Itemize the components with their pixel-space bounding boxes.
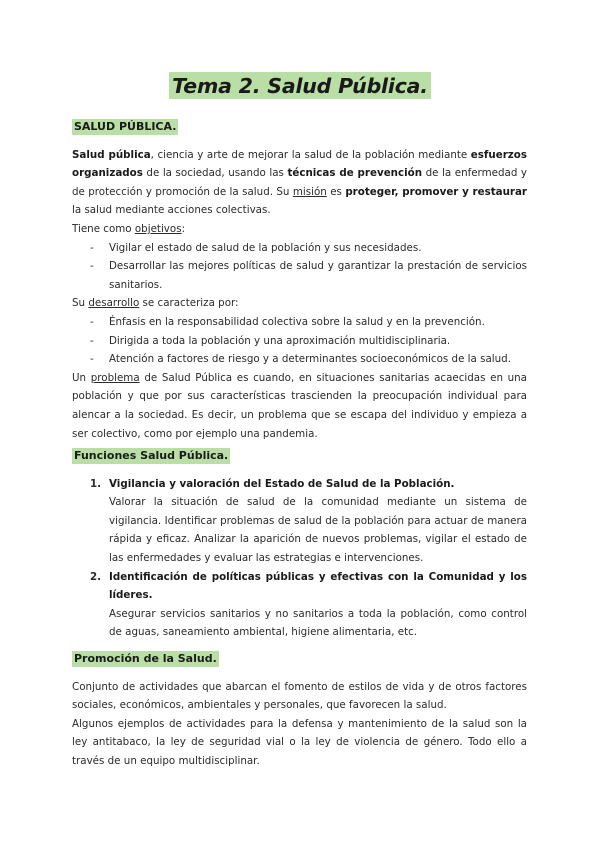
dash-marker: - (90, 241, 94, 254)
item-title: Vigilancia y valoración del Estado de Salud de la Población. (109, 477, 455, 490)
underlined-term: misión (292, 185, 327, 198)
text-run: Un (72, 371, 91, 384)
list-item-text: Desarrollar las mejores políticas de salud y garantizar la prestación de servicios sanitarios. (109, 260, 527, 291)
item-number: 1. (90, 477, 102, 490)
list-item (72, 257, 527, 294)
numbered-item (72, 568, 527, 642)
dash-marker: - (90, 353, 94, 366)
text-run: de Salud Pública es cuando, en situaciones sanitarias acaecidas en una población y que por sus características trascienden la preocupación individual para alencar a la sociedad. Es decir, un problema que se escapa del individuo y empieza a ser colectivo, como por ejemplo una pandemia. (72, 371, 527, 440)
item-body: Valorar la situación de salud de la comunidad mediante un sistema de vigilancia. Identificar problemas de salud de la población para actuar de manera rápida y eficaz. Analizar la aparición de nuevos problemas, vigilar el estado de las enfermedades y evaluar las estrategias e intervenciones. (109, 496, 527, 565)
document-body (72, 118, 527, 771)
list-item-text: Dirigida a toda la población y una aproximación multidisciplinaria. (109, 334, 451, 347)
dash-marker: - (90, 334, 94, 347)
section-heading-text: SALUD PÚBLICA. (74, 120, 177, 133)
bold-term: esfuerzos organizados (72, 148, 527, 180)
text-run: la salud mediante acciones colectivas. (72, 204, 271, 217)
dash-marker: - (90, 315, 94, 328)
page-title: Tema 2. Salud Pública. (169, 72, 431, 99)
list-item (72, 239, 527, 258)
promocion-paragraph-2: Algunos ejemplos de actividades para la defensa y mantenimiento de la salud son la ley antitabaco, la ley de seguridad vial o la ley de violencia de género. Todo ello a través de un equipo multidisciplinar. (72, 717, 527, 767)
text-run: se caracteriza por: (139, 297, 239, 310)
section-heading-text: Promoción de la Salud. (74, 652, 217, 666)
text-run: Su (72, 297, 89, 310)
section-heading-promocion (72, 650, 527, 669)
text-run: : (181, 222, 186, 235)
desarrollo-list (72, 313, 527, 369)
underlined-term: desarrollo (88, 297, 140, 310)
underlined-term: objetivos (134, 222, 182, 235)
definition-paragraph (72, 146, 527, 220)
list-item (72, 332, 527, 351)
item-body: Asegurar servicios sanitarios y no sanitarios a toda la población, como control de aguas, saneamiento ambiental, higiene alimentaria, etc. (109, 607, 527, 639)
bold-term: Salud pública (72, 148, 151, 161)
text-run: de la sociedad, usando las (142, 167, 288, 180)
text-run: de la enfermedad y de protección y promoción de la salud. Su (72, 167, 527, 198)
list-item (72, 350, 527, 369)
bold-term: técnicas de prevención (287, 167, 423, 180)
list-item-text: Énfasis en la responsabilidad colectiva sobre la salud y en la prevención. (109, 315, 485, 328)
bold-term: proteger, promover y restaurar (345, 185, 528, 198)
title-container (0, 72, 600, 99)
list-item-text: Atención a factores de riesgo y a determinantes socioeconómicos de la salud. (109, 353, 511, 366)
numbered-item (72, 475, 527, 568)
list-item-text: Vigilar el estado de salud de la población y sus necesidades. (109, 241, 422, 254)
item-number: 2. (90, 570, 102, 583)
dash-marker: - (90, 260, 94, 273)
section-heading-funciones (72, 447, 527, 466)
underlined-term: problema (90, 371, 140, 384)
list-item (72, 313, 527, 332)
desarrollo-intro (72, 294, 527, 313)
text-run: es (326, 185, 346, 198)
funciones-list (72, 475, 527, 642)
text-run: , ciencia y arte de mejorar la salud de la población mediante (150, 148, 471, 161)
item-title: Identificación de políticas públicas y efectivas con la Comunidad y los líderes. (109, 570, 527, 602)
section-heading-text: Funciones Salud Pública. (74, 449, 229, 463)
objetivos-list (72, 239, 527, 295)
promocion-paragraph-1: Conjunto de actividades que abarcan el fomento de estilos de vida y de otros factores sociales, económicos, ambientales y personales, que favorecen la salud. (72, 680, 527, 712)
problema-paragraph (72, 369, 527, 443)
objetivos-intro (72, 220, 527, 239)
section-heading-salud-publica (72, 118, 527, 137)
text-run: Tiene como (72, 222, 135, 235)
